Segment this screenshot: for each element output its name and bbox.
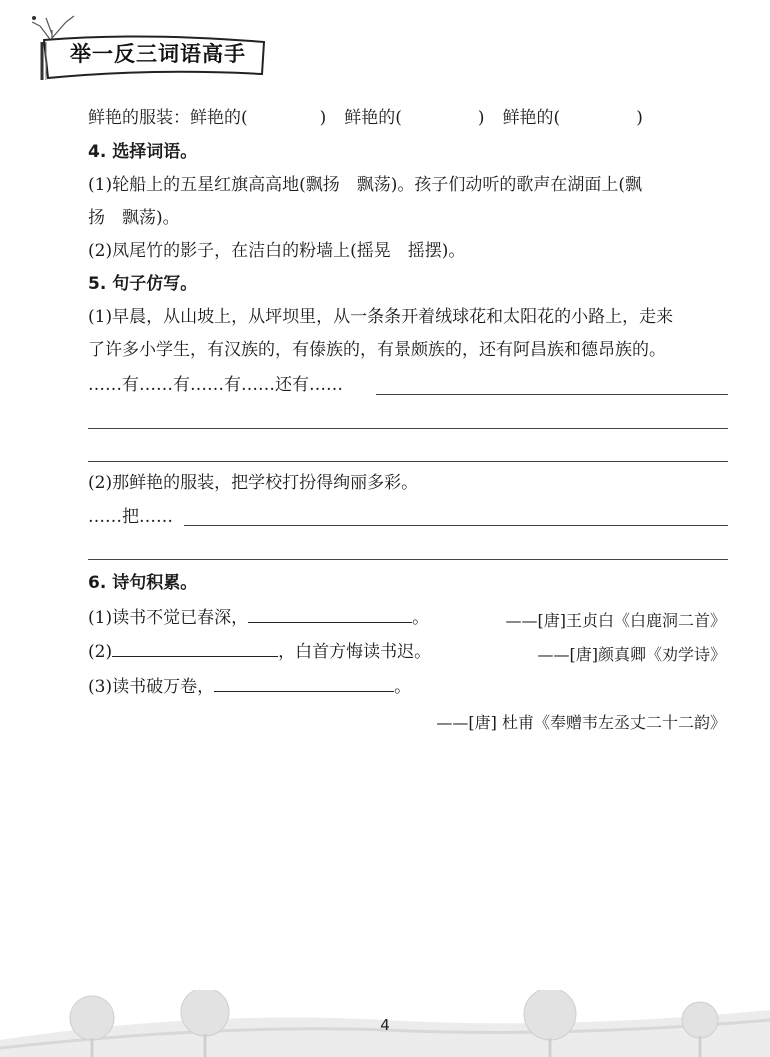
q6-heading: 6. 诗句积累。 [88, 573, 198, 593]
page-number: 4 [380, 1016, 390, 1034]
q5-item1-line1: (1)早晨，从山坡上，从坪坝里，从一条条开着绒球花和太阳花的小路上，走来 [88, 307, 674, 327]
q6-item3-text: (3)读书破万卷， [88, 677, 215, 697]
q4-heading: 4. 选择词语。 [88, 142, 198, 162]
q6-item3-end: 。 [394, 677, 412, 697]
q4-item1-line1: (1)轮船上的五星红旗高高地(飘扬 飘荡)。孩子们动听的歌声在湖面上(飘 [88, 175, 642, 195]
q5-item2: (2)那鲜艳的服装，把学校打扮得绚丽多彩。 [88, 473, 419, 493]
answer-line[interactable] [88, 428, 728, 429]
q4-item2: (2)凤尾竹的影子，在洁白的粉墙上(摇晃 摇摆)。 [88, 241, 466, 261]
q3-close-1: ) [319, 108, 327, 128]
q3-mid-2: 鲜艳的( [344, 108, 402, 128]
q6-item1-end: 。 [412, 608, 430, 628]
answer-line[interactable] [376, 394, 728, 395]
answer-line[interactable] [184, 525, 728, 526]
q6-item1-text: (1)读书不觉已春深， [88, 608, 249, 628]
section-title: 举一反三词语高手 [70, 42, 246, 66]
answer-blank[interactable] [214, 675, 394, 692]
q6-item3-source: ——[唐] 杜甫《奉赠韦左丞丈二十二韵》 [436, 713, 726, 732]
answer-line[interactable] [88, 461, 728, 462]
q5-pattern1: ……有……有……有……还有…… [88, 375, 343, 395]
q3-line [88, 107, 643, 129]
q3-mid-3: 鲜艳的( [502, 108, 561, 128]
q5-pattern2: ……把…… [88, 507, 173, 527]
q3-close-3: ) [636, 108, 643, 128]
q3-close-2: ) [477, 108, 485, 128]
answer-blank[interactable] [248, 606, 412, 623]
q6-item1-source: ——[唐]王贞白《白鹿洞二首》 [505, 611, 726, 630]
q6-item2-num: (2) [88, 642, 113, 662]
q6-item2-source: ——[唐]颜真卿《劝学诗》 [537, 645, 726, 664]
q3-prefix: 鲜艳的服装：鲜艳的( [88, 108, 248, 128]
q6-item3 [88, 675, 411, 698]
q4-item1-line2: 扬 飘荡)。 [88, 208, 180, 228]
q5-item1-line2: 了许多小学生，有汉族的，有傣族的，有景颇族的，还有阿昌族和德昂族的。 [88, 340, 666, 360]
q6-item2 [88, 640, 431, 663]
answer-line[interactable] [88, 559, 728, 560]
q6-item1 [88, 606, 429, 629]
q5-heading: 5. 句子仿写。 [88, 274, 198, 294]
answer-blank[interactable] [112, 640, 278, 657]
q6-item2-text: ，白首方悔读书迟。 [278, 642, 432, 662]
